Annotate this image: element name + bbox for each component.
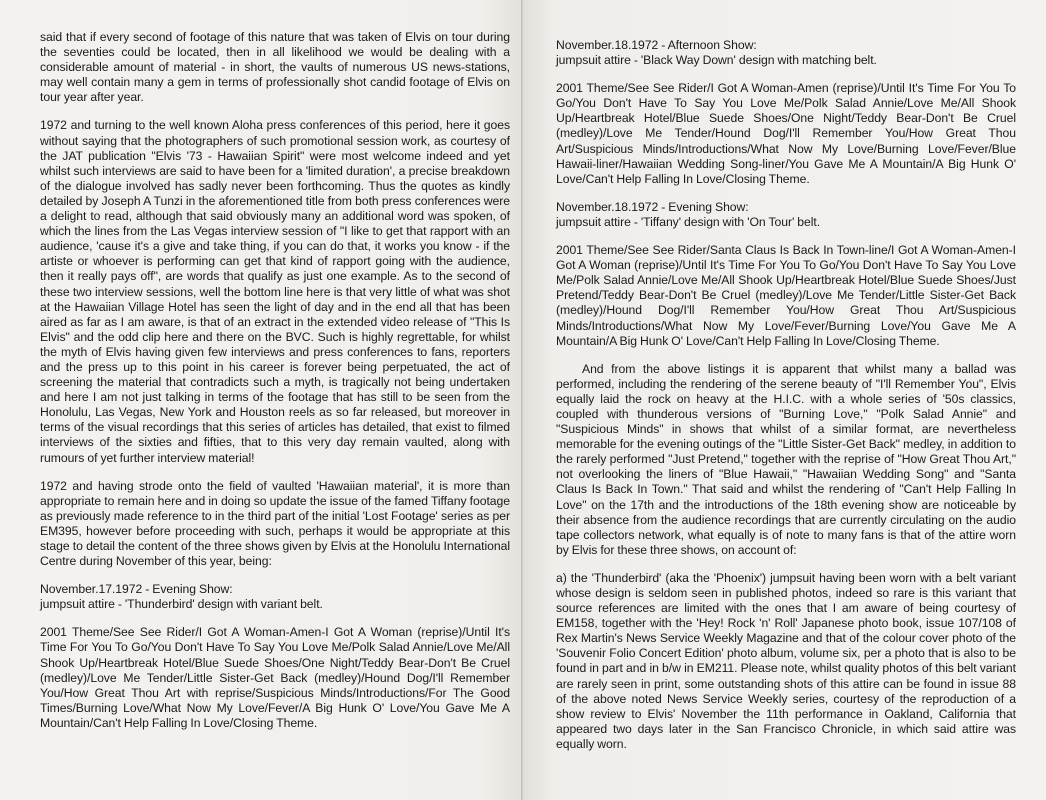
show1-date: November.17.1972 - Evening Show: bbox=[40, 582, 233, 597]
right-page bbox=[523, 0, 1046, 800]
right-item-a-paragraph: a) the 'Thunderbird' (aka the 'Phoenix') jumpsuit having been worn with a belt variant whose design is seldom seen in published photos, indeed so rare is this variant that source references are limited with the ones that I am aware of being courtesy of EM158, together with the 'Hey! Rock 'n' Roll' Japanese photo book, issue 107/108 of Rex Martin's News Service Weekly Magazine and that of the colour cover photo of the 'Souvenir Folio Concert Edition' photo album, volume six, per a photo that is also to be found in part and in b/w in EM211. Please note, whilst quality photos of this belt variant are rarely seen in print, some outstanding shots of this attire can be found in issue 88 of the above noted News Service Weekly series, courtesy of the reproduction of a show review to Elvis' November the 11th performance in Oakland, California that appeared two days later in the San Francisco Chronicle, in which said attire was equally worn. bbox=[556, 570, 1016, 751]
show3-heading-block bbox=[556, 200, 1016, 230]
right-analysis-paragraph: And from the above listings it is apparent that whilst many a ballad was performed, including the rendering of the serene beauty of "I'll Remember You", Elvis equally laid the rock on heavy at the H.I.C. with a whole series of '50s classics, coupled with thunderous versions of "Burning Love," "Polk Salad Annie" and "Suspicious Minds" in shows that whilst of a similar format, are nevertheless memorable for the evening outings of the "Little Sister-Get Back" medley, in addition to the rarely performed "Just Pretend," together with the reprise of "How Great Thou Art," not overlooking the liners of "Blue Hawaii," "Hawaiian Wedding Song" and "Santa Claus Is Back In Town." That said and whilst the rendering of "Can't Help Falling In Love" on the 17th and the introductions of the 18th evening show are noticeable by their absence from the audience recordings that are currently circulating on the audio tape collectors network, what equally is of note to many fans is that of the attire worn by Elvis for these three shows, on account of: bbox=[556, 361, 1016, 557]
show1-heading-block bbox=[40, 582, 510, 612]
show2-date: November.18.1972 - Afternoon Show: bbox=[556, 38, 757, 52]
show3-date: November.18.1972 - Evening Show: bbox=[556, 199, 749, 214]
left-paragraph-3: 1972 and having strode onto the field of vaulted 'Hawaiian material', it is more than appropriate to remain here and in doing so update the issue of the famed Tiffany footage as previously made reference to in the third part of the initial 'Lost Footage' series as per EM395, however before proceeding with such, perhaps it would be appropriate at this stage to detail the content of the three shows given by Elvis at the Honolulu International Centre during November of this year, being: bbox=[40, 478, 510, 569]
show2-attire: jumpsuit attire - 'Black Way Down' design with matching belt. bbox=[556, 53, 877, 68]
show3-setlist: 2001 Theme/See See Rider/Santa Claus Is Back In Town-line/I Got A Woman-Amen-I Got A Woman (reprise)/Until It's Time For You To Go/You Don't Have To Say You Love Me/Polk Salad Annie/Love Me/All Shook Up/Heartbreak Hotel/Blue Suede Shoes/Just Pretend/Teddy Bear-Don't Be Cruel (medley)/Love Me Tender/Little Sister-Get Back (medley)/Hound Dog/I'll Remember You/How Great Thou Art/Suspicious Minds/Introductions/What Now My Love/Fever/Burning Love/You Gave Me A Mountain/A Big Hunk O' Love/Can't Help Falling In Love/Closing Theme. bbox=[556, 243, 1016, 348]
left-paragraph-2: 1972 and turning to the well known Aloha press conferences of this period, here it goes without saying that the photographers of such promotional session work, as courtesy of the JAT publication "Elvis '73 - Hawaiian Spirit" were most welcome indeed and yet whilst such interviews are said to have been for a 'limited duration', a precise breakdown of the dialogue involved has sadly never been forthcoming. Thus the quotes as kindly detailed by Joseph A Tunzi in the aforementioned title from both press conferences were a delight to read, although that said obviously many an additional word was spoken, of which the lines from the Las Vegas interview session of "I like to get that rapport with an audience, 'cause it's a give and take thing, if you can do that, it works you know - if the artiste or whoever is performing can get that kind of rapport going with the audience, then it really pays off", are words that qualify as just one example. As to the second of these two interview sessions, well the bottom line here is that very little of what was shot at the Hawaiian Village Hotel has seen the light of day and in the end all that has been aired as far as I am aware, is that of an extract in the extended video release of "This Is Elvis" and the odd clip here and there on the BVC. Such is highly regrettable, for whilst the myth of Elvis having given few interviews and press conferences to fans, reporters and the press up to this point in his career is forever being perpetuated, the act of screening the material that contradicts such a myth, is tragically not being undertaken and here I am not just talking in terms of the footage that has still to be seen from the Honolulu, Las Vegas, New York and Houston reels as so far released, but moreover in terms of the visual recordings that this series of articles has detailed, that exist to filmed interviews of the sixties and fifties, that to this very day remain vaulted, along with rumours of yet further interview material! bbox=[40, 118, 510, 465]
show3-attire: jumpsuit attire - 'Tiffany' design with 'On Tour' belt. bbox=[556, 214, 821, 229]
show1-attire: jumpsuit attire - 'Thunderbird' design with variant belt. bbox=[40, 597, 323, 612]
show1-setlist: 2001 Theme/See See Rider/I Got A Woman-Amen-I Got A Woman (reprise)/Until It's Time For You To Go/You Don't Have To Say You Love Me/Polk Salad Annie/Love Me/All Shook Up/Heartbreak Hotel/Blue Suede Shoes/One Night/Teddy Bear-Don't Be Cruel (medley)/Love Me Tender/Little Sister-Get Back (medley)/Hound Dog/I'll Remember You/How Great Thou Art with reprise/Suspicious Minds/Introductions/For The Good Times/Burning Love/What Now My Love/Fever/A Big Hunk O' Love/You Gave Me A Mountain/Can't Help Falling In Love/Closing Theme. bbox=[40, 625, 510, 730]
show2-heading-block bbox=[556, 38, 1016, 68]
left-paragraph-1: said that if every second of footage of this nature that was taken of Elvis on tour during the seventies could be located, then in all likelihood we would be dealing with a considerable amount of material - in short, the vaults of numerous US news-stations, may well contain many a gem in terms of professionally shot candid footage of Elvis on tour year after year. bbox=[40, 30, 510, 105]
show2-setlist: 2001 Theme/See See Rider/I Got A Woman-Amen (reprise)/Until It's Time For You To Go/You Don't Have To Say You Love Me/Polk Salad Annie/Love Me/All Shook Up/Heartbreak Hotel/Blue Suede Shoes/One Night/Teddy Bear-Don't Be Cruel (medley)/Love Me Tender/Hound Dog/I'll Remember You/How Great Thou Art/Suspicious Minds/Introductions/What Now My Love/Burning Love/Fever/Blue Hawaii-liner/Hawaiian Wedding Song-liner/You Gave Me A Mountain/A Big Hunk O' Love/Can't Help Falling In Love/Closing Theme. bbox=[556, 81, 1016, 186]
